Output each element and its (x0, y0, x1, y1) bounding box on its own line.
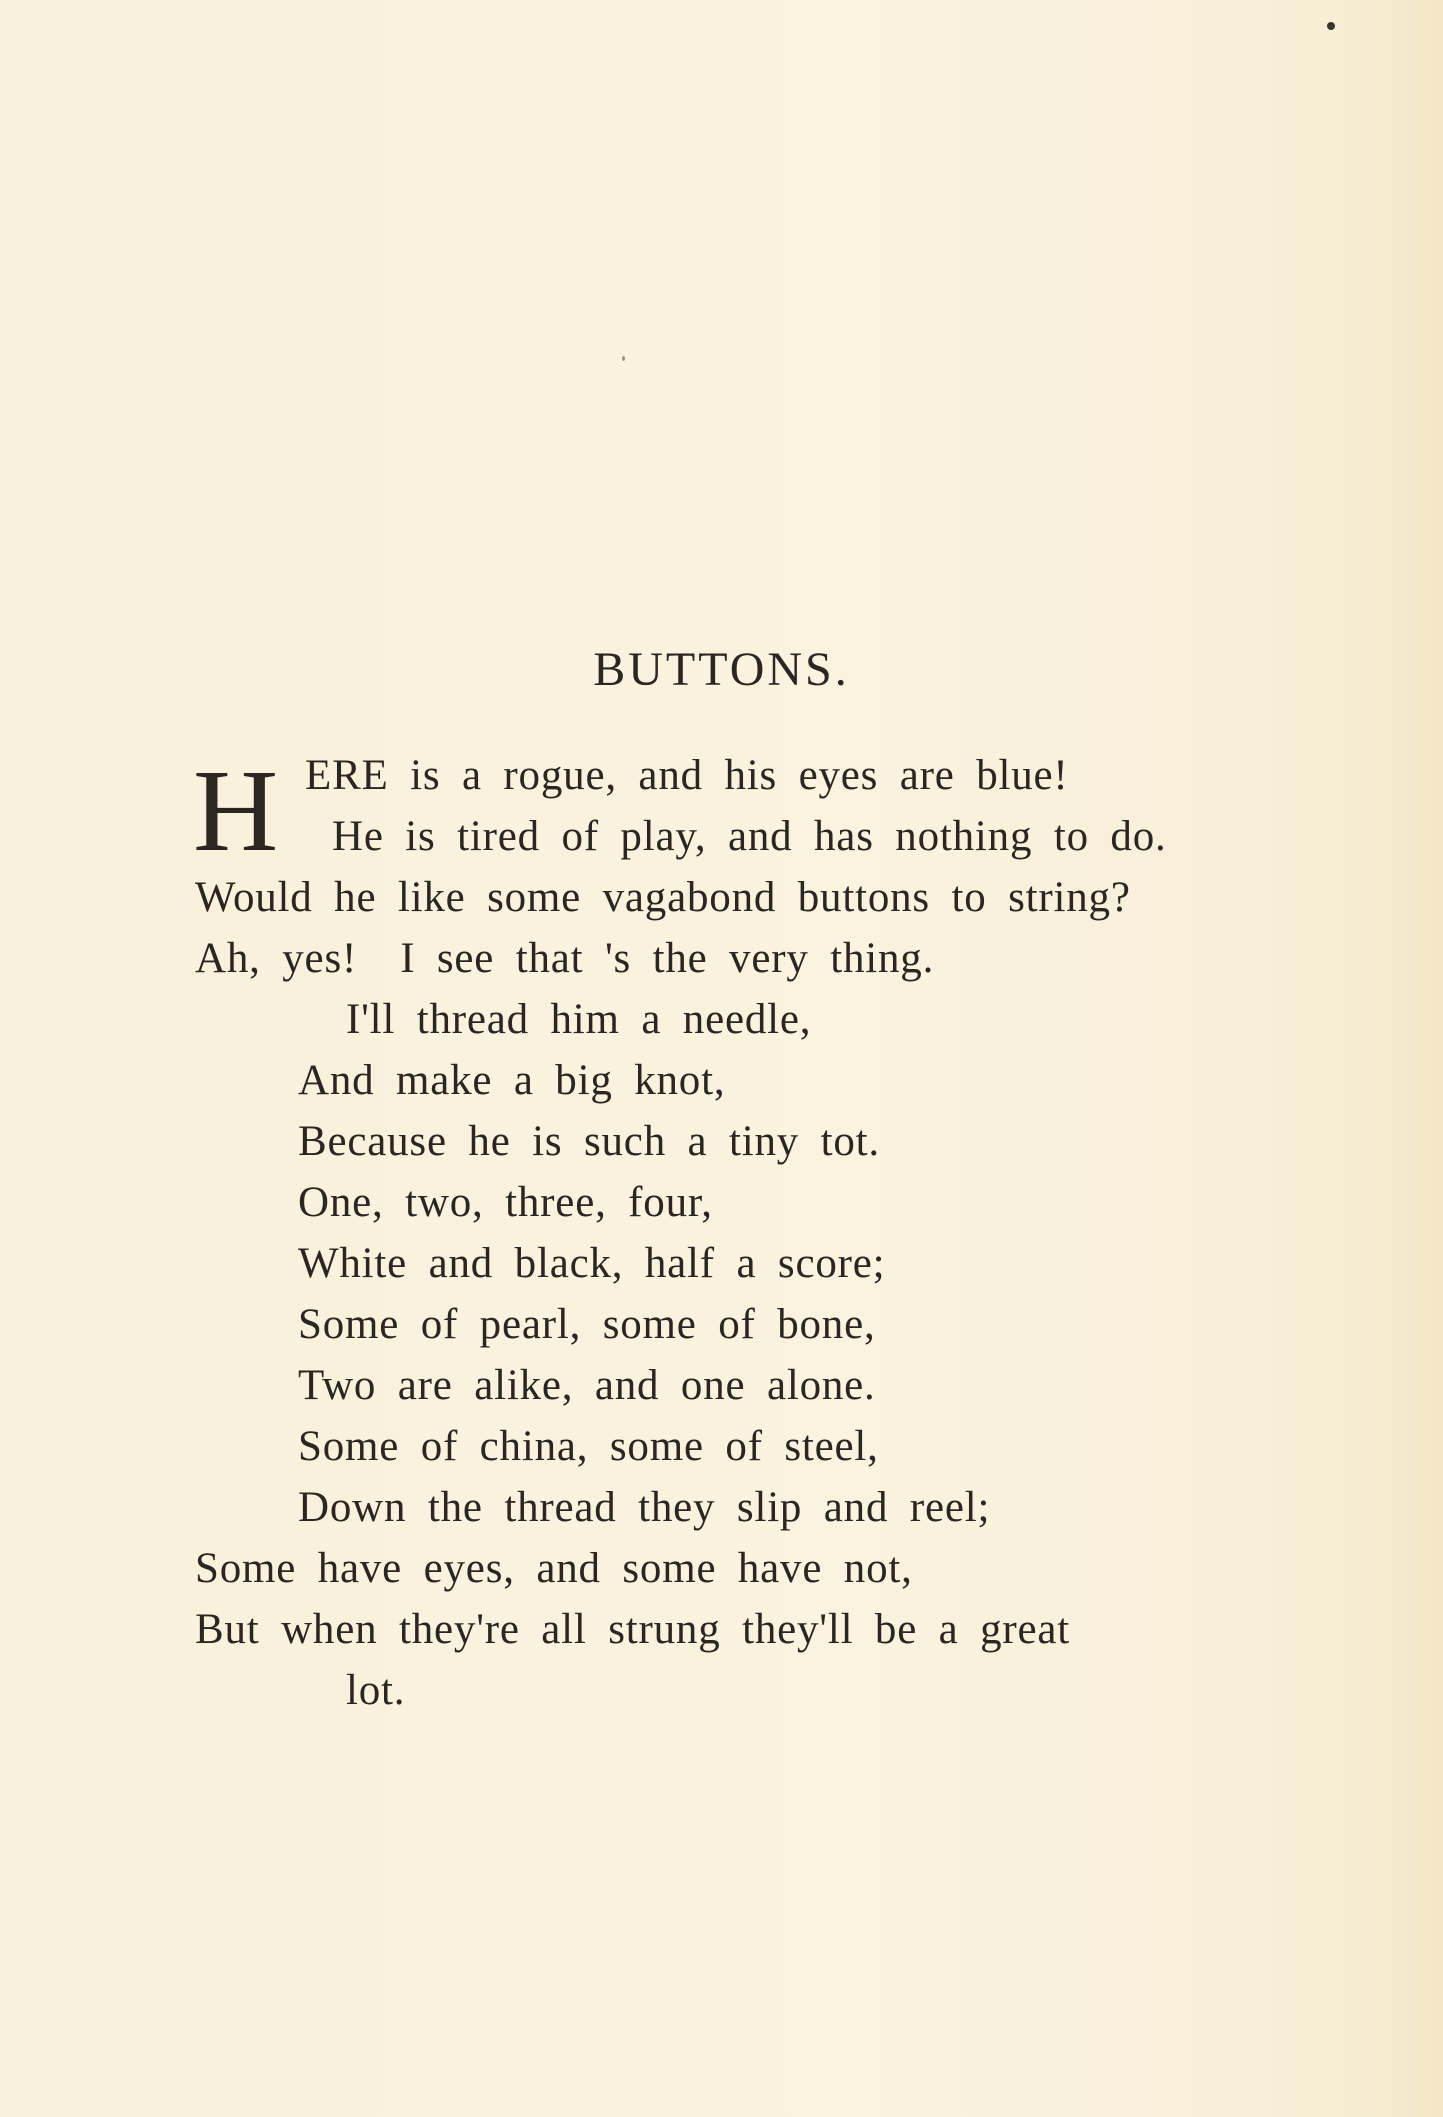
page-speck (622, 356, 625, 361)
poem-line: But when they're all strung they'll be a great (195, 1606, 1071, 1653)
poem-line: ERE is a rogue, and his eyes are blue! (305, 752, 1069, 799)
poem-line: I'll thread him a needle, (346, 996, 812, 1043)
poem-line: White and black, half a score; (298, 1240, 886, 1287)
poem-line: He is tired of play, and has nothing to do. (332, 813, 1167, 860)
poem-line: Ah, yes! I see that 's the very thing. (195, 935, 935, 982)
poem-line: One, two, three, four, (298, 1179, 713, 1226)
poem-line: Down the thread they slip and reel; (298, 1484, 991, 1531)
poem-line: Some of pearl, some of bone, (298, 1301, 876, 1348)
poem-line: lot. (346, 1667, 406, 1714)
poem-line: Would he like some vagabond buttons to string? (195, 874, 1131, 921)
poem-line: Two are alike, and one alone. (298, 1362, 876, 1409)
drop-cap: H (193, 745, 279, 876)
poem-line: Some of china, some of steel, (298, 1423, 879, 1470)
poem-title: BUTTONS. (593, 643, 850, 696)
poem-line: Some have eyes, and some have not, (195, 1545, 913, 1592)
poem-line: Because he is such a tiny tot. (298, 1118, 880, 1165)
poem-line: And make a big knot, (298, 1057, 726, 1104)
page-speck (1327, 22, 1335, 30)
